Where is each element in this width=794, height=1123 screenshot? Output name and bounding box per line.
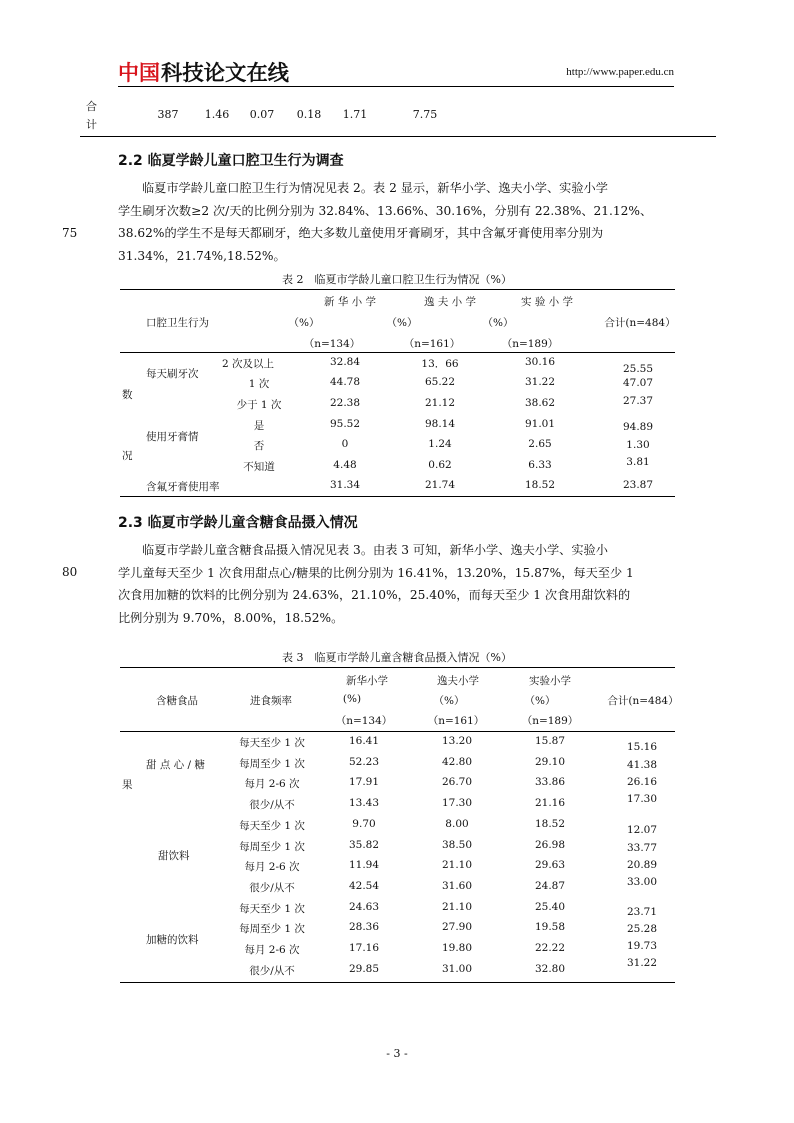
column-header: 逸 夫 小 学: [423, 296, 477, 308]
table-cell: 98.14: [424, 418, 456, 430]
table-cell: 31.22: [524, 376, 556, 388]
table-total-cell: 26.16: [626, 776, 658, 788]
row-group-label: 每天刷牙次: [146, 368, 199, 380]
row-label: 否: [253, 440, 265, 452]
table-cell: 52.23: [348, 756, 380, 768]
table-bottom-rule: [120, 982, 675, 983]
paragraph-line: 比例分别为 9.70%，8.00%，18.52%。: [118, 610, 344, 625]
table-total-cell: 31.22: [626, 957, 658, 969]
paragraph-line: 临夏市学龄儿童含糖食品摄入情况见表 3。由表 3 可知，新华小学、逸夫小学、实验小: [142, 543, 608, 557]
table-total-cell: 15.16: [626, 741, 658, 753]
table-cell: 13.20: [441, 735, 473, 747]
logo-graphic: [118, 58, 290, 84]
section-heading: 2.2 临夏学龄儿童口腔卫生行为调查: [118, 153, 344, 169]
table-total-cell: 23.87: [622, 479, 654, 491]
table-cell: 31.60: [441, 880, 473, 892]
table-total-cell: 94.89: [622, 421, 654, 433]
header-rule: [118, 86, 674, 87]
table-cell: 387: [157, 108, 179, 121]
paragraph-line: 次食用加糖的饮料的比例分别为 24.63%，21.10%，25.40%，而每天至少 1 次食用甜饮料的: [118, 588, 631, 602]
column-header: （n=134）: [335, 715, 393, 727]
table-cell: 0.07: [249, 108, 275, 121]
row-label: 1 次: [248, 378, 270, 390]
column-header: （n=189）: [521, 715, 579, 727]
table-cell: 8.00: [445, 818, 469, 830]
table-cell: 15.87: [534, 735, 566, 747]
table-caption: 表 2 临夏市学龄儿童口腔卫生行为情况（%）: [282, 273, 512, 286]
prev-table-total-row: [0, 98, 794, 134]
row-group-label: 甜饮料: [158, 850, 190, 862]
table-cell: 4.48: [333, 459, 357, 471]
table-cell: 21.74: [424, 479, 456, 491]
table-cell: 1.71: [342, 108, 368, 121]
paragraph-line: 学生刷牙次数≥2 次/天的比例分别为 32.84%、13.66%、30.16%，分别有 22.38%、21.12%、: [118, 203, 653, 218]
row-label: 每月 2-6 次: [244, 944, 300, 956]
site-url[interactable]: http://www.paper.edu.cn: [566, 66, 674, 78]
table-cell: 13.43: [348, 797, 380, 809]
row-label: 2 次及以上: [221, 358, 275, 370]
total-label: 合: [86, 100, 97, 113]
table-top-rule: [120, 667, 675, 668]
table-cell: 1.24: [428, 438, 452, 450]
table-total-cell: 25.28: [626, 923, 658, 935]
row-label: 每月 2-6 次: [244, 778, 300, 790]
table-cell: 25.40: [534, 901, 566, 913]
table-cell: 29.10: [534, 756, 566, 768]
table-cell: 38.62: [524, 397, 556, 409]
table-cell: 2.65: [528, 438, 552, 450]
table-total-cell: 1.30: [626, 439, 650, 451]
table-cell: 0.62: [428, 459, 452, 471]
table-cell: 17.91: [348, 776, 380, 788]
column-header: （n=189）: [501, 338, 559, 350]
table-total-cell: 23.71: [626, 906, 658, 918]
table-total-cell: 47.07: [622, 377, 654, 389]
table-cell: 44.78: [329, 376, 361, 388]
table-cell: 13．66: [421, 358, 459, 370]
row-label: 每天至少 1 次: [239, 737, 305, 749]
svg-text:科技论文在线: 科技论文在线: [161, 61, 290, 84]
table-cell: 24.63: [348, 901, 380, 913]
table-cell: 22.22: [534, 942, 566, 954]
table-header-rule: [120, 731, 675, 732]
row-label: 不知道: [243, 461, 275, 473]
table-total-cell: 19.73: [626, 940, 658, 952]
column-header: 新华小学: [346, 675, 388, 687]
row-label: 是: [253, 420, 265, 432]
row-group-label: 数: [122, 389, 133, 401]
table-total-cell: 20.89: [626, 859, 658, 871]
table-bottom-rule: [80, 136, 716, 137]
table-cell: 6.33: [528, 459, 552, 471]
section-paragraph: [118, 539, 674, 629]
table-cell: 21.10: [441, 859, 473, 871]
table-cell: 0: [341, 438, 349, 450]
table-cell: 22.38: [329, 397, 361, 409]
table-bottom-rule: [120, 496, 675, 497]
table-total-cell: 27.37: [622, 395, 654, 407]
table-cell: 18.52: [534, 818, 566, 830]
paragraph-line: 临夏市学龄儿童口腔卫生行为情况见表 2。表 2 显示，新华小学、逸夫小学、实验小学: [142, 181, 608, 195]
table-cell: 42.54: [348, 880, 380, 892]
table-cell: 18.52: [524, 479, 556, 491]
table-cell: 26.70: [441, 776, 473, 788]
table-total-cell: 25.55: [622, 363, 654, 375]
table-cell: 31.34: [329, 479, 361, 491]
row-label: 每天至少 1 次: [239, 903, 305, 915]
table-cell: 31.00: [441, 963, 473, 975]
table-total-cell: 33.00: [626, 876, 658, 888]
paragraph-line: 31.34%，21.74%,18.52%。: [118, 248, 286, 263]
table-cell: 16.41: [348, 735, 380, 747]
row-group-label: 况: [122, 450, 133, 462]
row-label: 很少/从不: [249, 965, 295, 977]
svg-text:中国: 中国: [118, 61, 160, 84]
row-label: 每周至少 1 次: [239, 923, 305, 935]
table-cell: 35.82: [348, 839, 380, 851]
table-total-cell: 41.38: [626, 759, 658, 771]
column-header: 合计(n=484）: [604, 317, 676, 329]
column-header: 实验小学: [529, 675, 571, 687]
column-header: （%）: [386, 317, 418, 329]
column-header: （%）: [433, 695, 465, 707]
table-cell: 1.46: [204, 108, 230, 121]
table-header-rule: [120, 352, 675, 353]
table-cell: 26.98: [534, 839, 566, 851]
paragraph-line: 38.62%的学生不是每天都刷牙，绝大多数儿童使用牙膏刷牙，其中含氟牙膏使用率分别为: [118, 226, 604, 240]
row-label: 少于 1 次: [236, 399, 282, 411]
page-number: - 3 -: [386, 1047, 408, 1060]
table-cell: 38.50: [441, 839, 473, 851]
table-cell: 11.94: [348, 859, 380, 871]
table-cell: 32.84: [329, 356, 361, 368]
table-cell: 21.10: [441, 901, 473, 913]
table-cell: 29.85: [348, 963, 380, 975]
row-group-label: 加糖的饮料: [146, 934, 199, 946]
line-number: 75: [62, 226, 78, 240]
row-label: 很少/从不: [249, 882, 295, 894]
column-header: 合计(n=484）: [607, 695, 679, 707]
table-cell: 21.12: [424, 397, 456, 409]
table-caption: 表 3 临夏市学龄儿童含糖食品摄入情况（%）: [282, 651, 512, 664]
row-label: 每天至少 1 次: [239, 820, 305, 832]
table-total-cell: 17.30: [626, 793, 658, 805]
total-label: 计: [86, 118, 97, 131]
table-cell: 7.75: [412, 108, 438, 121]
table-total-cell: 3.81: [626, 456, 650, 468]
table-cell: 42.80: [441, 756, 473, 768]
table-cell: 95.52: [329, 418, 361, 430]
column-header: （n=161）: [427, 715, 485, 727]
row-group-label: 使用牙膏情: [146, 431, 199, 443]
paragraph-line: 学儿童每天至少 1 次食用甜点心/糖果的比例分别为 16.41%，13.20%，15.87%，每天至少 1: [118, 565, 634, 580]
column-header: 实 验 小 学: [520, 296, 574, 308]
table-cell: 24.87: [534, 880, 566, 892]
row-group-label: 含氟牙膏使用率: [146, 481, 220, 493]
row-label: 很少/从不: [249, 799, 295, 811]
column-header: （%）: [288, 317, 320, 329]
table-cell: 33.86: [534, 776, 566, 788]
table-cell: 30.16: [524, 356, 556, 368]
table-cell: 0.18: [296, 108, 322, 121]
table-top-rule: [120, 289, 675, 290]
table-cell: 9.70: [352, 818, 376, 830]
column-header: （%）: [524, 695, 556, 707]
site-logo: [118, 58, 290, 84]
line-number: 80: [62, 565, 78, 579]
table-cell: 91.01: [524, 418, 556, 430]
column-header: 逸夫小学: [437, 675, 479, 687]
table-cell: 19.58: [534, 921, 566, 933]
table-cell: 29.63: [534, 859, 566, 871]
column-header: （n=134）: [303, 338, 361, 350]
table-total-cell: 33.77: [626, 842, 658, 854]
table-cell: 65.22: [424, 376, 456, 388]
column-header: （%）: [482, 317, 514, 329]
table-cell: 28.36: [348, 921, 380, 933]
column-header: (%): [342, 693, 362, 705]
row-group-label: 甜 点 心 / 糖: [146, 759, 205, 771]
section-paragraph: [118, 177, 674, 267]
column-header: 进食频率: [250, 695, 292, 707]
column-header: 新 华 小 学: [323, 296, 377, 308]
table-cell: 17.16: [348, 942, 380, 954]
row-label: 每周至少 1 次: [239, 841, 305, 853]
table-cell: 17.30: [441, 797, 473, 809]
table-cell: 21.16: [534, 797, 566, 809]
row-group-label: 果: [122, 779, 133, 791]
table-cell: 32.80: [534, 963, 566, 975]
row-label: 每周至少 1 次: [239, 758, 305, 770]
table-cell: 19.80: [441, 942, 473, 954]
row-label: 每月 2-6 次: [244, 861, 300, 873]
column-header: 口腔卫生行为: [146, 317, 209, 329]
section-heading: 2.3 临夏市学龄儿童含糖食品摄入情况: [118, 515, 358, 531]
column-header: （n=161）: [403, 338, 461, 350]
table-total-cell: 12.07: [626, 824, 658, 836]
table-cell: 27.90: [441, 921, 473, 933]
column-header: 含糖食品: [156, 695, 198, 707]
